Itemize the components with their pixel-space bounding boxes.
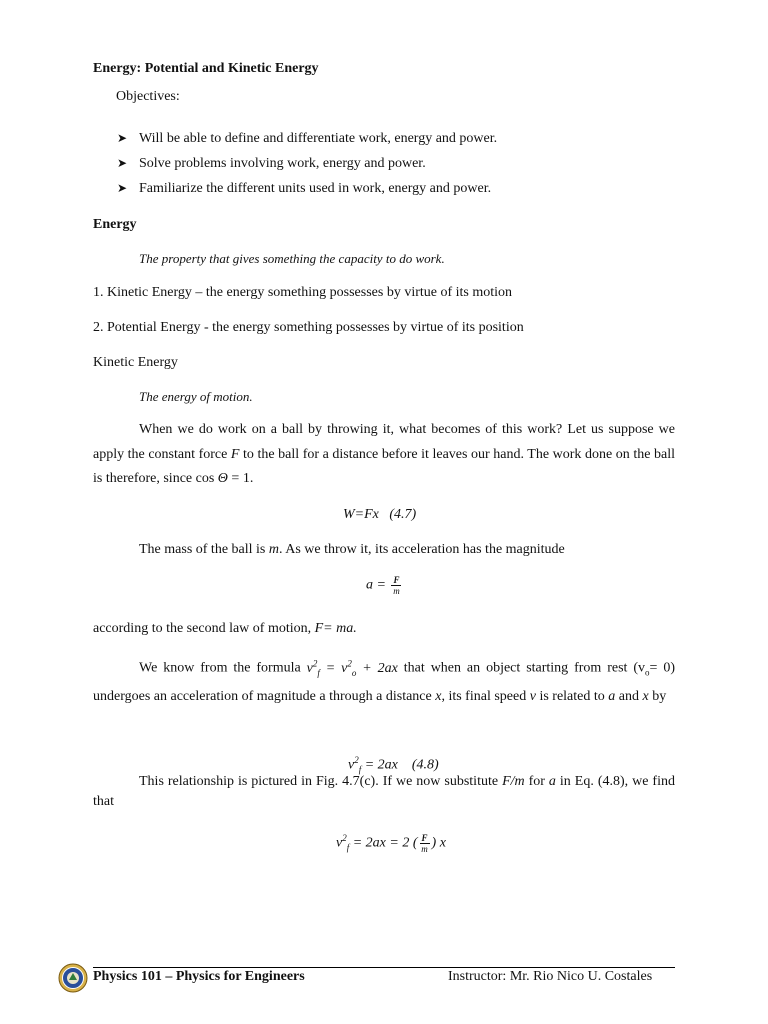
footer-divider (93, 967, 675, 968)
equation-4-8: $v^2_f = 2ax$ (4.8) (348, 755, 439, 775)
arrow-bullet-icon: ➤ (117, 156, 128, 170)
list-item: ➤ Familiarize the different units used in work, energy and power. (117, 181, 492, 196)
equation-final-speed: $v^2_f = 2ax = 2$ ( $\frac{F}{m}$ ) x (336, 833, 446, 854)
paragraph-substitute: This relationship is pictured in Fig. 4.7(c). If we now substitute F/m for a in Eq. (4.8), we find that (93, 774, 675, 809)
arrow-bullet-icon: ➤ (117, 181, 128, 195)
energy-heading: Energy (93, 217, 137, 232)
objectives-label: Objectives: (116, 89, 180, 104)
page-title: Energy: Potential and Kinetic Energy (93, 61, 319, 76)
paragraph-ball-work: When we do work on a ball by throwing it, what becomes of this work? Let us suppose we apply the constant force F to the ball for a distance before it leaves our hand. The work done on the ball is therefore, since cos Θ = 1. (93, 422, 675, 486)
kinetic-energy-heading: Kinetic Energy (93, 355, 178, 370)
footer-course: Physics 101 – Physics for Engineers (93, 969, 305, 984)
equation-4-7: W=Fx (4.7) (343, 507, 417, 522)
footer-instructor: Instructor: Mr. Rio Nico U. Costales (448, 969, 653, 984)
list-item: ➤ Will be able to define and differentiate work, energy and power. (117, 131, 498, 146)
kinetic-energy-item: 1. Kinetic Energy – the energy something possesses by virtue of its motion (93, 285, 513, 300)
kinetic-energy-definition: The energy of motion. (139, 389, 253, 404)
energy-definition: The property that gives something the capacity to do work. (139, 251, 445, 266)
potential-energy-item: 2. Potential Energy - the energy something possesses by virtue of its position (93, 320, 524, 335)
equation-acceleration: a = $\frac{F}{m}$ (366, 575, 400, 596)
list-item: ➤ Solve problems involving work, energy and power. (117, 156, 426, 171)
objectives-list (117, 129, 497, 204)
paragraph-formula: We know from the formula $v^2_f = v^2_o + 2ax$ that when an object starting from rest $(v_o= 0)$ undergoes an acceleration of magnitude a through a distance x, its final speed v is related to a and x by (93, 658, 675, 704)
paragraph-mass: The mass of the ball is m. As we throw it, its acceleration has the magnitude (139, 542, 565, 557)
arrow-bullet-icon: ➤ (117, 131, 128, 145)
paragraph-second-law: according to the second law of motion, F= ma. (93, 621, 357, 636)
university-seal-icon (58, 963, 88, 993)
